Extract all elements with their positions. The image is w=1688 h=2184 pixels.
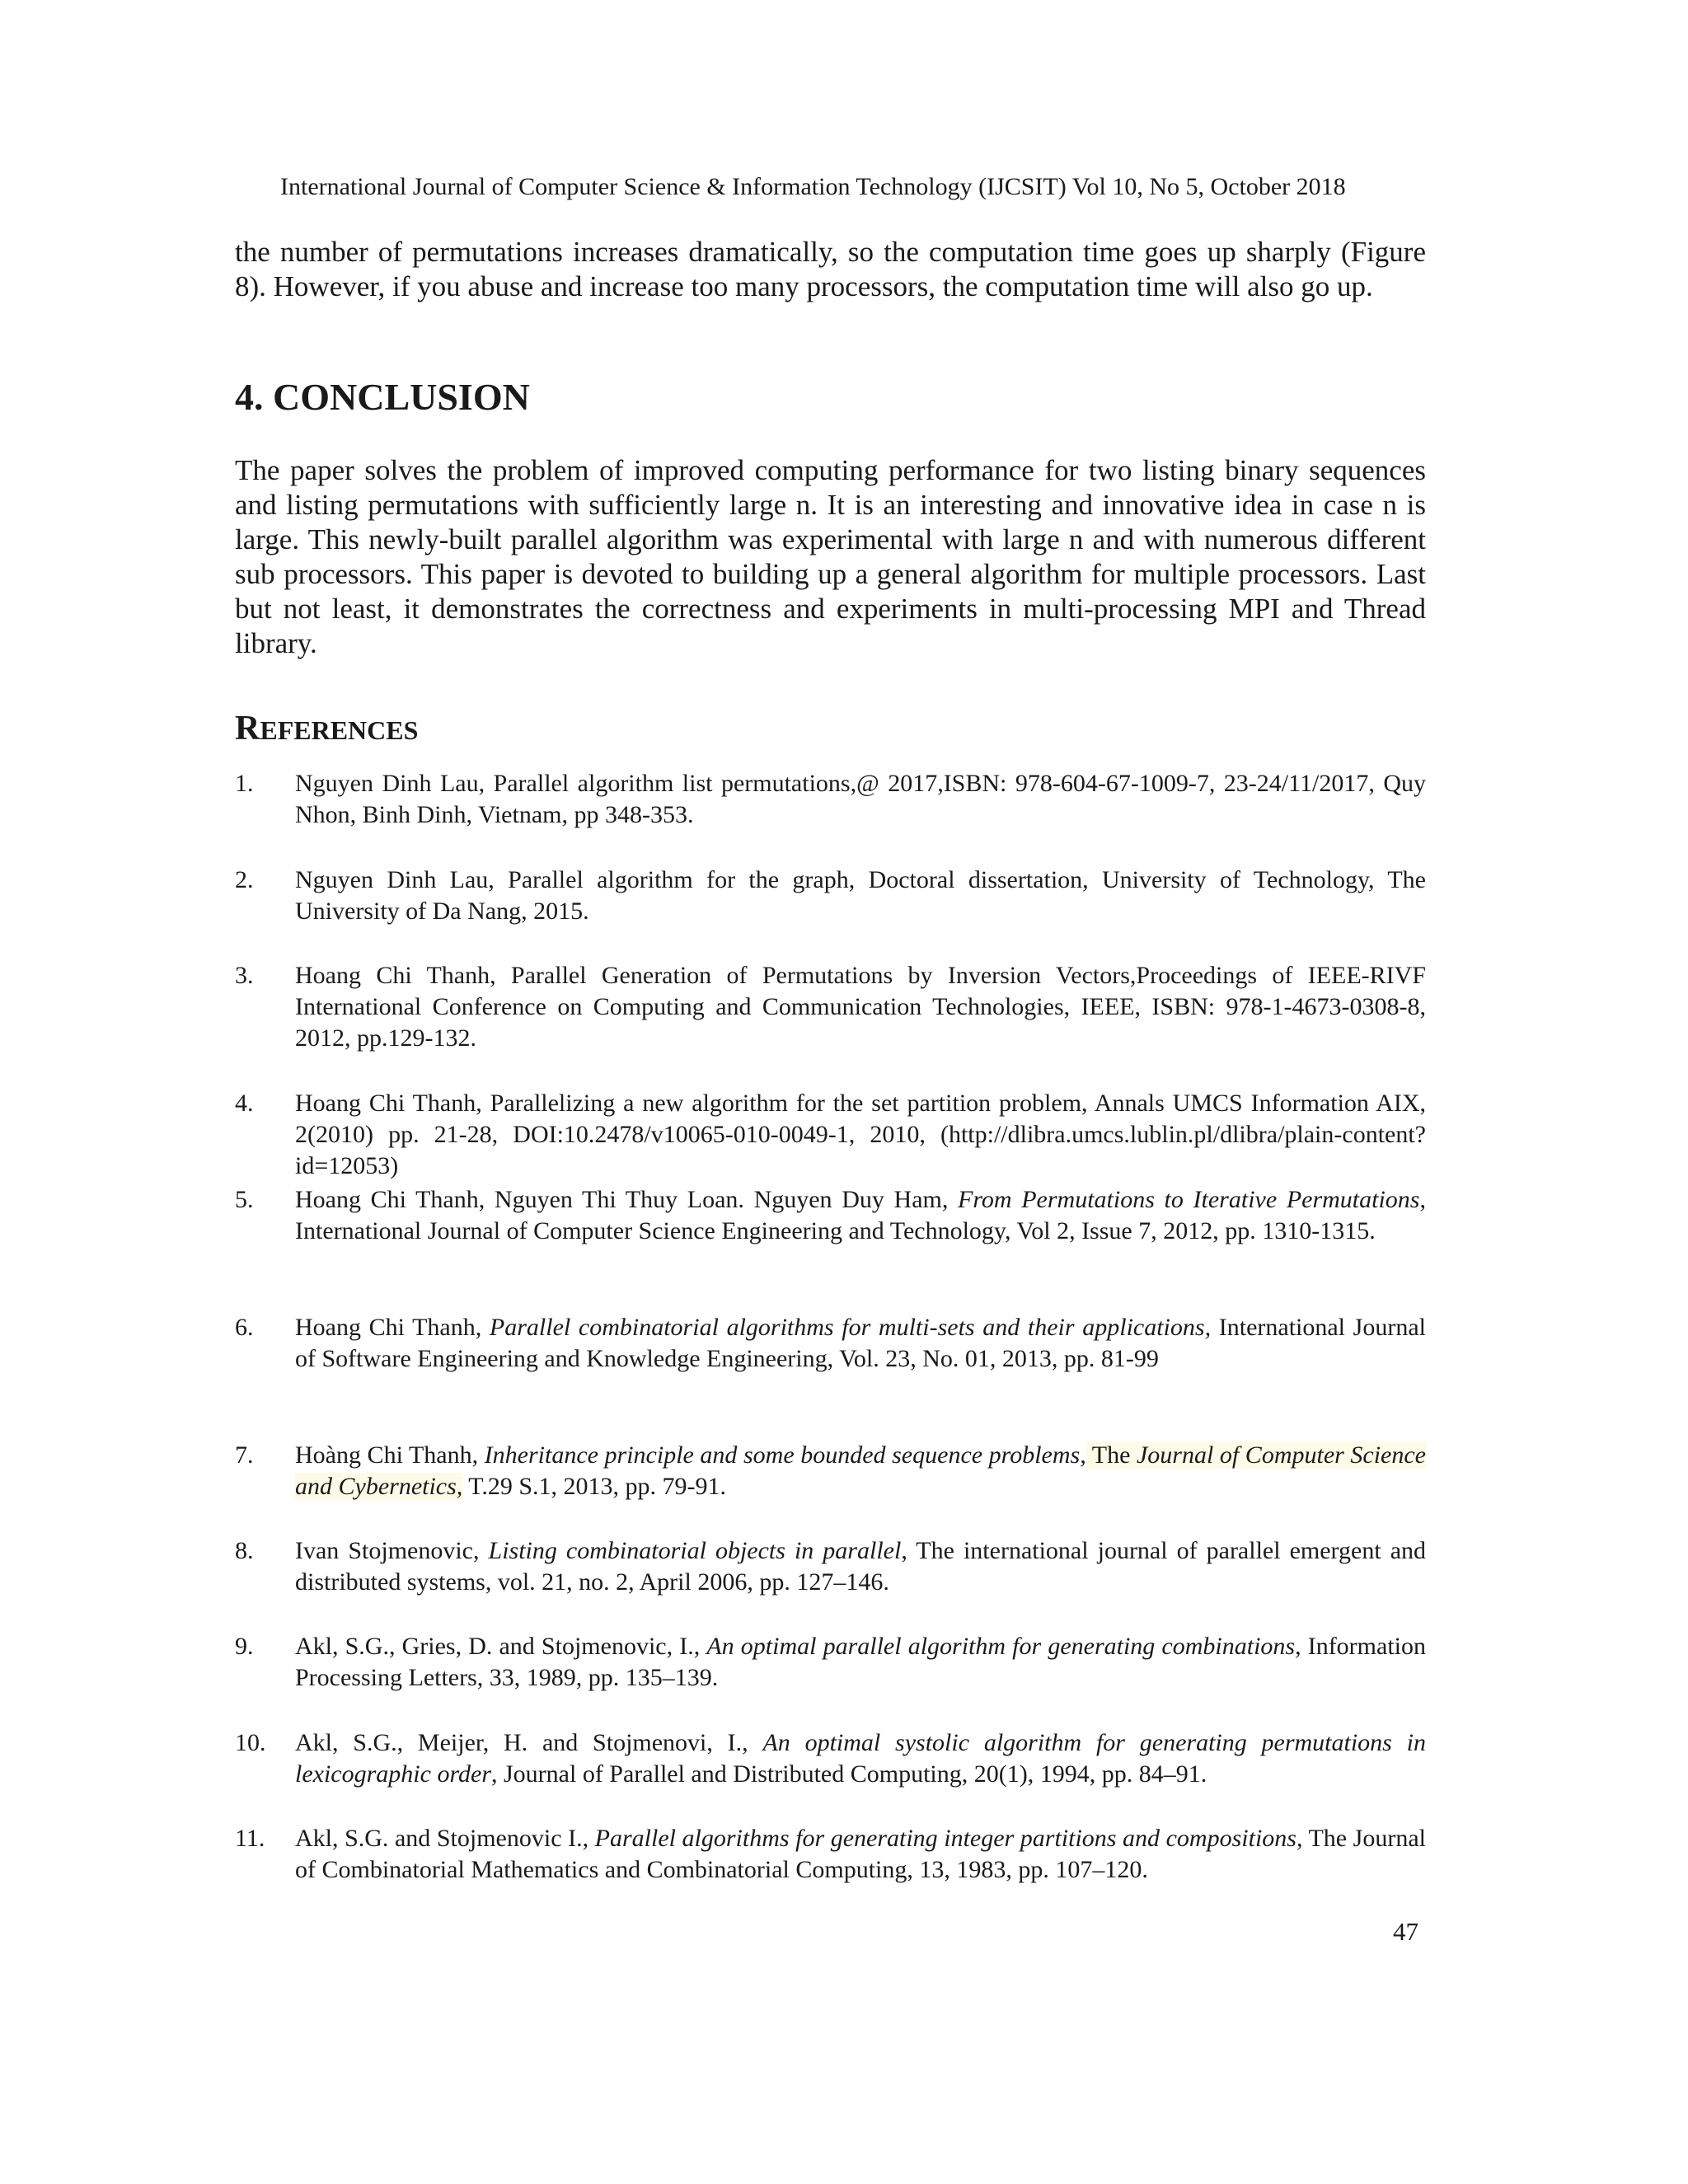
references-heading-initial: R <box>235 710 260 748</box>
reference-number: 5. <box>235 1186 254 1213</box>
reference-title: Inheritance principle and some bounded sequence problems, <box>484 1441 1086 1469</box>
reference-journal: Journal of Computer Science and Cybernetics, <box>295 1441 1426 1500</box>
intro-paragraph: the number of permutations increases dramatically, so the computation time goes up sharply (Figure 8). However, if you abuse and increase too many processors, the computation time will also go up. <box>235 236 1426 302</box>
reference-title: Parallel algorithms for generating integer partitions and compositions <box>594 1825 1296 1852</box>
reference-venue: , The international journal of parallel emergent and distributed systems, vol. 21, no. 2, April 2006, pp. 127–146. <box>295 1537 1427 1596</box>
reference-item-11 <box>235 1823 1426 1886</box>
page-number: 47 <box>1393 1917 1418 1946</box>
reference-item-10 <box>235 1727 1426 1790</box>
reference-item-4 <box>235 1088 1426 1182</box>
reference-venue: , The Journal of Combinatorial Mathematics and Combinatorial Computing, 13, 1983, pp. 107–120. <box>295 1825 1427 1883</box>
reference-item-1 <box>235 768 1426 831</box>
conclusion-paragraph: The paper solves the problem of improved computing performance for two listing binary sequences and listing permutations with sufficiently large n. It is an interesting and innovative idea in case n is large. This newly-built parallel algorithm was experimental with large n and with numerous different sub processors. This paper is devoted to building up a general algorithm for multiple processors. Last but not least, it demonstrates the correctness and experiments in multi-processing MPI and Thread library. <box>235 454 1426 659</box>
reference-text <box>295 1823 1426 1886</box>
reference-title: An optimal parallel algorithm for generating combinations <box>706 1633 1296 1660</box>
reference-text <box>295 1727 1426 1790</box>
reference-authors: Ivan Stojmenovic, <box>295 1537 489 1564</box>
reference-number: 3. <box>235 962 254 989</box>
reference-title: Parallel combinatorial algorithms for multi-sets and their applications, <box>489 1314 1212 1341</box>
references-heading <box>235 709 418 748</box>
reference-number: 2. <box>235 866 254 893</box>
reference-number: 8. <box>235 1537 254 1564</box>
reference-authors: Akl, S.G., Gries, D. and Stojmenovic, I., <box>295 1633 707 1660</box>
reference-number: 6. <box>235 1314 254 1341</box>
reference-number: 9. <box>235 1633 254 1660</box>
reference-number: 1. <box>235 770 254 797</box>
reference-venue: International Journal of Software Engineering and Knowledge Engineering, Vol. 23, No. 01, 2013, pp. 81-99 <box>295 1314 1426 1372</box>
reference-authors: Hoang Chi Thanh, Nguyen Thi Thuy Loan. Nguyen Duy Ham, <box>295 1186 959 1213</box>
conclusion-heading: 4. CONCLUSION <box>235 376 530 418</box>
reference-venue: , Information Processing Letters, 33, 1989, pp. 135–139. <box>295 1633 1426 1691</box>
reference-text <box>295 1184 1426 1247</box>
reference-text: Nguyen Dinh Lau, Parallel algorithm list permutations,@ 2017,ISBN: 978-604-67-1009-7, 23-24/11/2017, Quy Nhon, Binh Dinh, Vietnam, pp 348-353. <box>295 770 1426 828</box>
reference-text <box>295 1440 1426 1502</box>
reference-item-9 <box>235 1631 1426 1694</box>
reference-title: An optimal systolic algorithm for generating permutations in lexicographic order <box>295 1729 1426 1788</box>
reference-text <box>295 1535 1426 1598</box>
reference-text: Hoang Chi Thanh, Parallel Generation of Permutations by Inversion Vectors,Proceedings of IEEE-RIVF International Conference on Computing and Communication Technologies, IEEE, ISBN: 978-1-4673-0308-8, 2012, pp.129-132. <box>295 962 1426 1052</box>
reference-venue: , International Journal of Computer Science Engineering and Technology, Vol 2, Issue 7, 2012, pp. 1310-1315. <box>295 1186 1426 1244</box>
reference-venue: , Journal of Parallel and Distributed Computing, 20(1), 1994, pp. 84–91. <box>491 1760 1207 1788</box>
reference-title: From Permutations to Iterative Permutations <box>958 1186 1420 1213</box>
reference-authors: Hoang Chi Thanh, <box>295 1314 490 1341</box>
reference-text: Nguyen Dinh Lau, Parallel algorithm for the graph, Doctoral dissertation, University of Technology, The University of Da Nang, 2015. <box>295 866 1426 925</box>
reference-item-8 <box>235 1535 1426 1598</box>
reference-item-2 <box>235 865 1426 927</box>
reference-text <box>295 1631 1426 1694</box>
reference-item-5 <box>235 1184 1426 1247</box>
reference-venue: T.29 S.1, 2013, pp. 79-91. <box>462 1473 727 1500</box>
reference-item-6 <box>235 1312 1426 1375</box>
reference-text: Hoang Chi Thanh, Parallelizing a new algorithm for the set partition problem, Annals UMCS Information AIX, 2(2010) pp. 21-28, DOI:10.2478/v10065-010-0049-1, 2010, (http://dlibra.umcs.lublin.pl/dlibra/plain-content?id=12053) <box>295 1090 1426 1179</box>
reference-authors: Hoàng Chi Thanh, <box>295 1441 485 1469</box>
reference-title: Listing combinatorial objects in parallel <box>488 1537 902 1564</box>
reference-item-3 <box>235 960 1426 1054</box>
reference-text <box>295 1312 1426 1375</box>
reference-number: 11. <box>235 1825 265 1852</box>
reference-number: 7. <box>235 1441 254 1469</box>
reference-number: 4. <box>235 1090 254 1117</box>
running-header: International Journal of Computer Science & Information Technology (IJCSIT) Vol 10, No 5, October 2018 <box>280 173 1346 200</box>
reference-authors: Akl, S.G., Meijer, H. and Stojmenovi, I., <box>295 1729 763 1756</box>
reference-item-7 <box>235 1440 1426 1502</box>
reference-authors: Akl, S.G. and Stojmenovic I., <box>295 1825 595 1852</box>
reference-number: 10. <box>235 1729 266 1756</box>
references-heading-rest: EFERENCES <box>260 715 419 745</box>
reference-venue-article: The <box>1085 1441 1137 1469</box>
